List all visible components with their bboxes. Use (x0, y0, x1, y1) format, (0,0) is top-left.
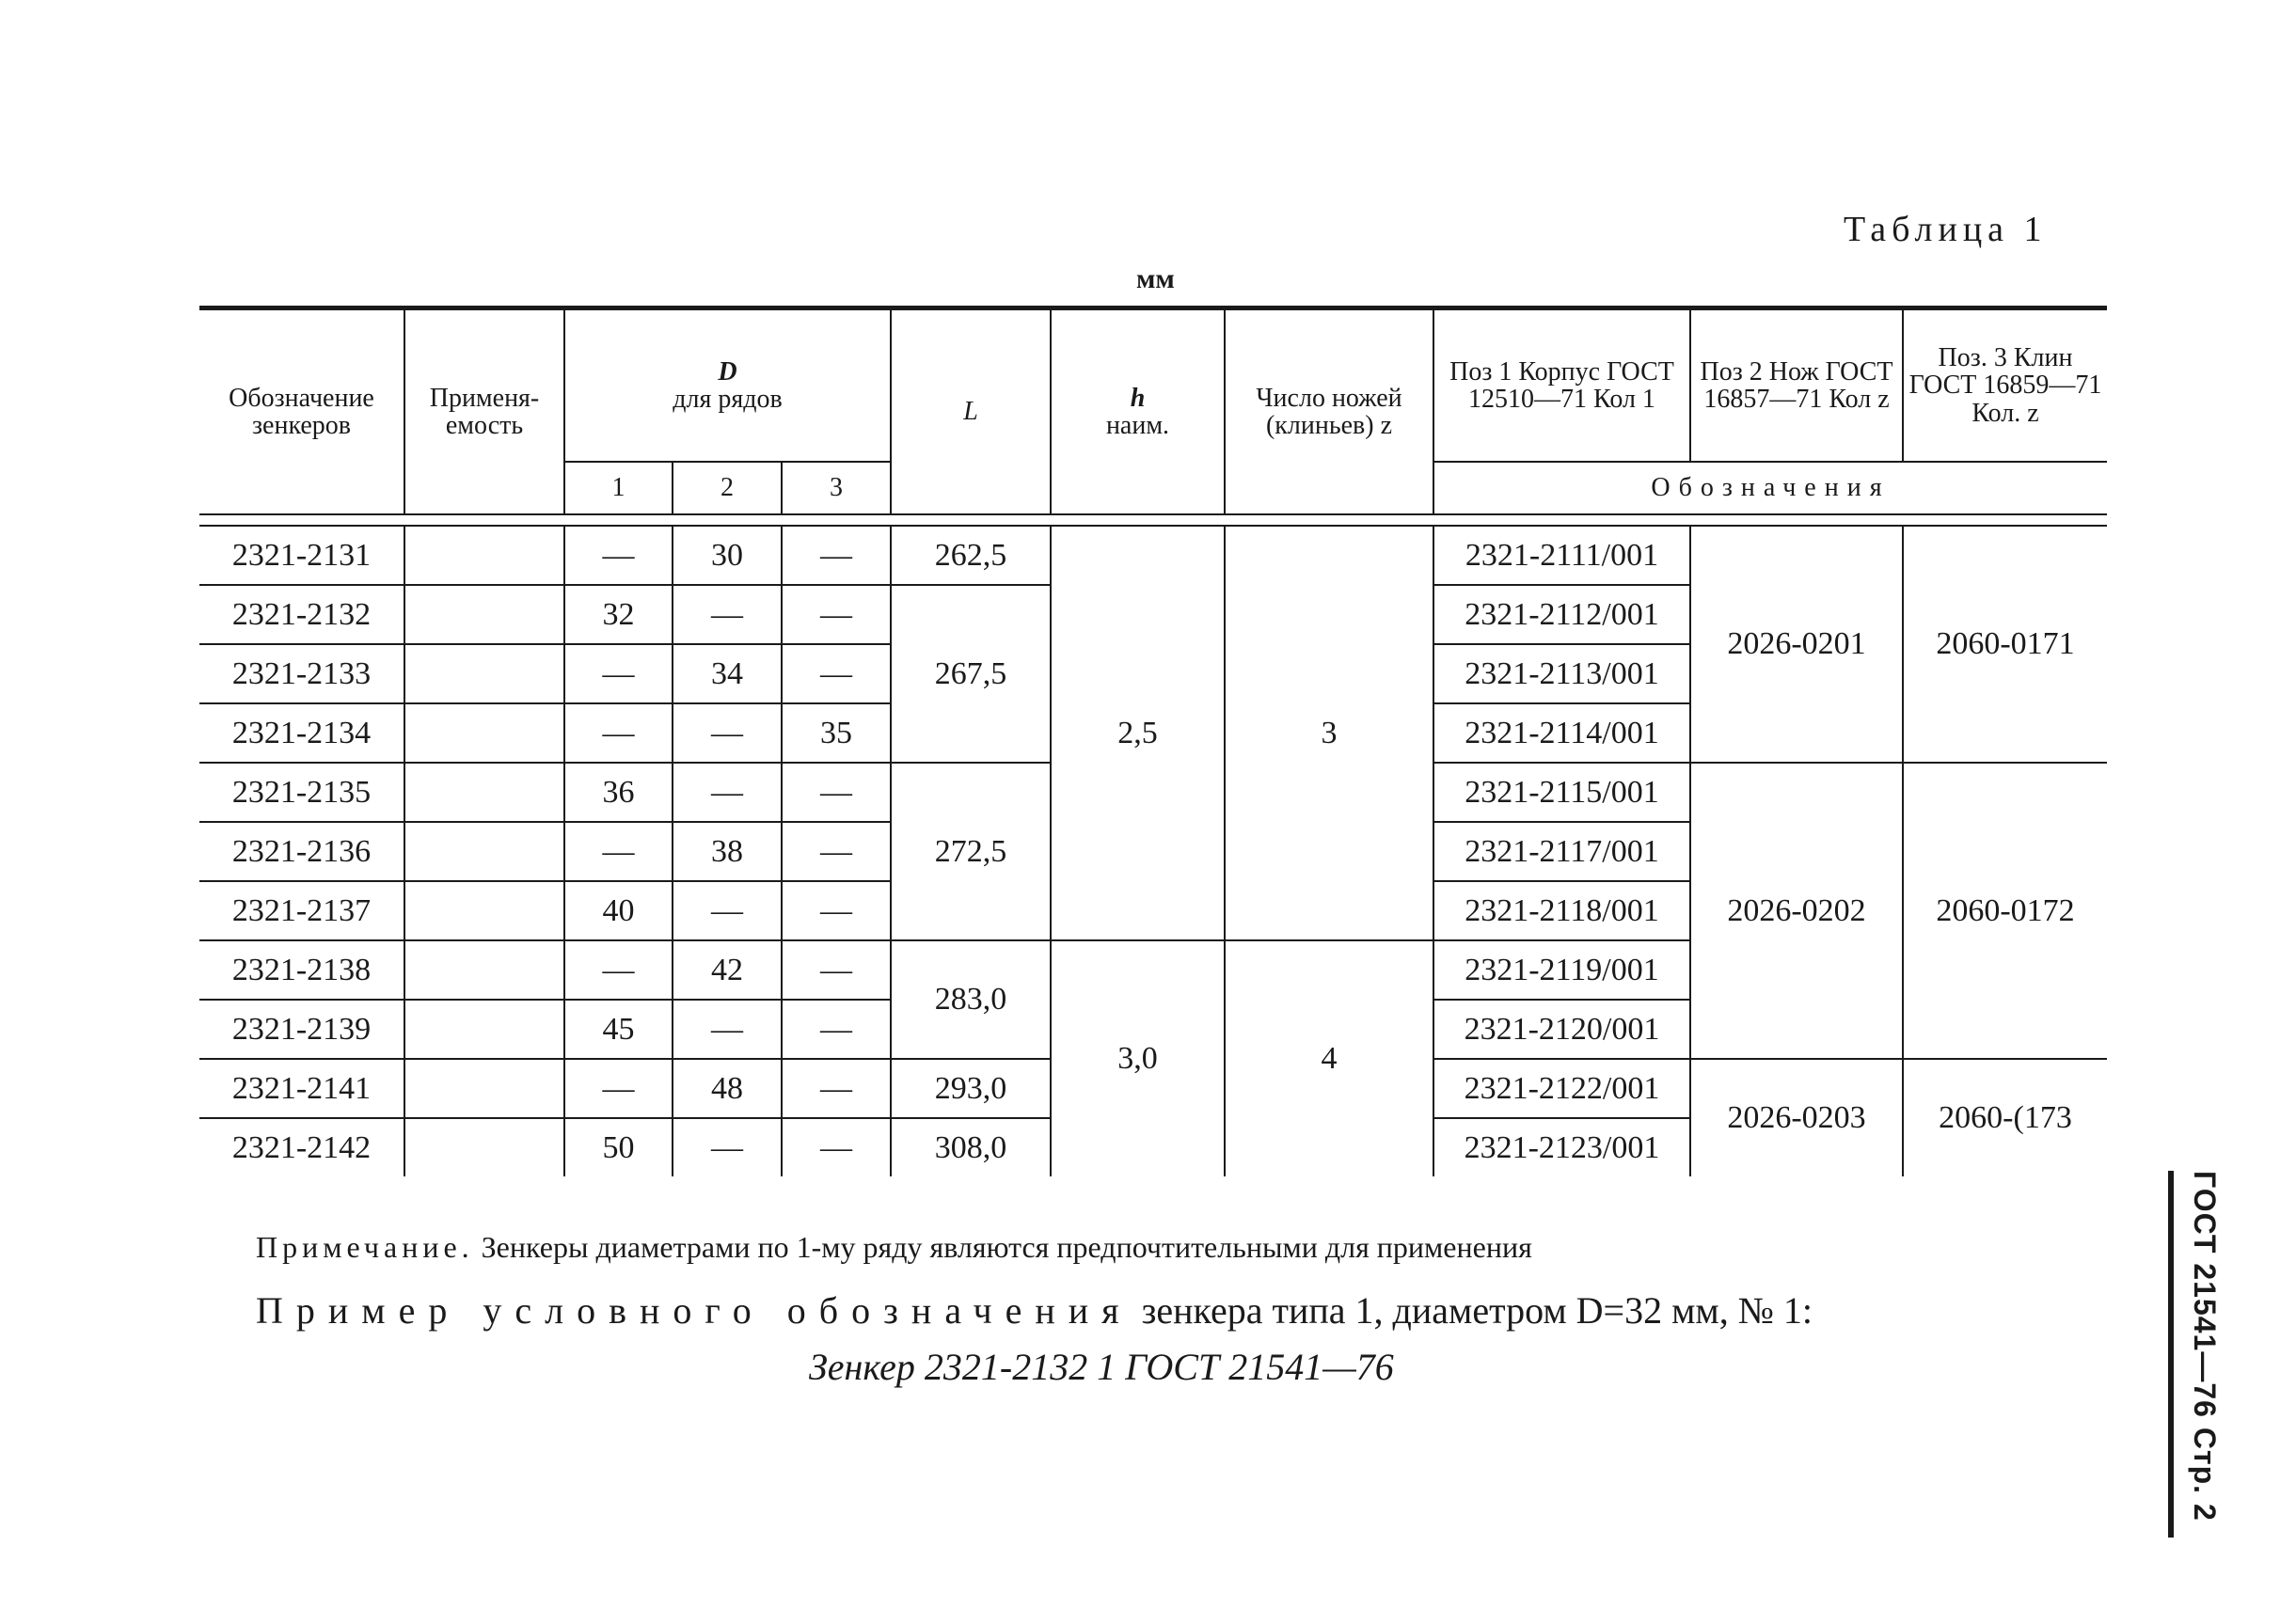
example-lead: Пример условного обозначения (256, 1289, 1132, 1332)
header-designation: Обозначение зенкеров (199, 308, 404, 515)
cell-d2: 30 (673, 526, 782, 585)
cell-designation: 2321-2133 (199, 644, 404, 703)
cell-d3: — (782, 585, 891, 644)
cell-d2: 34 (673, 644, 782, 703)
cell-d2: 38 (673, 822, 782, 881)
cell-body: 2321-2119/001 (1433, 940, 1690, 1000)
cell-applicability (404, 526, 564, 585)
header-d-sub-2: 2 (673, 462, 782, 514)
cell-designation: 2321-2135 (199, 763, 404, 822)
cell-body: 2321-2117/001 (1433, 822, 1690, 881)
cell-d1: 45 (564, 1000, 673, 1059)
cell-d2: — (673, 1000, 782, 1059)
header-L: L (891, 308, 1051, 515)
cell-blades: 3 (1225, 526, 1433, 940)
cell-applicability (404, 940, 564, 1000)
cell-applicability (404, 881, 564, 940)
cell-d2: 48 (673, 1059, 782, 1118)
cell-d2: 42 (673, 940, 782, 1000)
cell-body: 2321-2118/001 (1433, 881, 1690, 940)
cell-wedge: 2060-0171 (1903, 526, 2107, 763)
cell-d1: 36 (564, 763, 673, 822)
cell-d1: — (564, 940, 673, 1000)
header-pos3: Поз. 3 Клин ГОСТ 16859—71 Кол. z (1903, 308, 2107, 463)
cell-body: 2321-2112/001 (1433, 585, 1690, 644)
cell-d3: — (782, 940, 891, 1000)
cell-wedge: 2060-0172 (1903, 763, 2107, 1059)
cell-d3: — (782, 822, 891, 881)
cell-knife: 2026-0202 (1690, 763, 1903, 1059)
cell-body: 2321-2115/001 (1433, 763, 1690, 822)
cell-designation: 2321-2138 (199, 940, 404, 1000)
header-oboznacheniya: Обозначения (1433, 462, 2107, 514)
cell-body: 2321-2122/001 (1433, 1059, 1690, 1118)
cell-designation: 2321-2134 (199, 703, 404, 763)
note-text: Зенкеры диаметрами по 1-му ряду являются предпочтительными для применения (481, 1230, 1532, 1264)
cell-d1: 40 (564, 881, 673, 940)
cell-applicability (404, 822, 564, 881)
header-d (564, 308, 891, 463)
cell-d3: — (782, 1000, 891, 1059)
cell-applicability (404, 585, 564, 644)
cell-L: 293,0 (891, 1059, 1051, 1118)
side-label-text: ГОСТ 21541—76 Стр. 2 (2188, 1171, 2222, 1522)
cell-L: 283,0 (891, 940, 1051, 1059)
header-pos2: Поз 2 Нож ГОСТ 16857—71 Кол z (1690, 308, 1903, 463)
cell-d2: — (673, 763, 782, 822)
cell-d2: — (673, 881, 782, 940)
side-page-label (2168, 1171, 2230, 1538)
cell-applicability (404, 1059, 564, 1118)
header-h-note: наим. (1105, 411, 1170, 440)
header-pos1: Поз 1 Корпус ГОСТ 12510—71 Кол 1 (1433, 308, 1690, 463)
cell-applicability (404, 1000, 564, 1059)
cell-body: 2321-2123/001 (1433, 1118, 1690, 1176)
cell-designation: 2321-2136 (199, 822, 404, 881)
table-row (199, 526, 2107, 585)
cell-d1: — (564, 644, 673, 703)
header-blades: Число ножей (клиньев) z (1225, 308, 1433, 515)
cell-body: 2321-2113/001 (1433, 644, 1690, 703)
cell-d3: — (782, 1118, 891, 1176)
cell-d3: — (782, 1059, 891, 1118)
header-d-sub-3: 3 (782, 462, 891, 514)
cell-knife: 2026-0203 (1690, 1059, 1903, 1176)
cell-L: 262,5 (891, 526, 1051, 585)
cell-L: 267,5 (891, 585, 1051, 763)
cell-d1: — (564, 703, 673, 763)
cell-d1: — (564, 822, 673, 881)
cell-designation: 2321-2137 (199, 881, 404, 940)
table-note (256, 1230, 1532, 1265)
cell-d1: 50 (564, 1118, 673, 1176)
cell-designation: 2321-2142 (231, 1129, 372, 1165)
cell-L: 272,5 (891, 763, 1051, 940)
cell-applicability (404, 763, 564, 822)
cell-h: 2,5 (1051, 526, 1225, 940)
header-d-sub-1: 1 (564, 462, 673, 514)
spec-table (199, 306, 2107, 1176)
cell-blades: 4 (1225, 940, 1433, 1176)
header-h (1051, 308, 1225, 515)
units-label: мм (1136, 263, 1175, 294)
cell-designation: 2321-2132 (199, 585, 404, 644)
cell-applicability (404, 644, 564, 703)
header-applicability: Применя-емость (404, 308, 564, 515)
example-line (256, 1288, 1813, 1333)
table-title: Таблица 1 (1844, 210, 2048, 249)
cell-designation: 2321-2141 (199, 1059, 404, 1118)
example-text: зенкера типа 1, диаметром D=32 мм, № 1: (1141, 1289, 1813, 1332)
cell-h: 3,0 (1051, 940, 1225, 1176)
cell-wedge: 2060-(173 (1903, 1059, 2107, 1176)
header-d-rows: для рядов (673, 385, 783, 414)
cell-d3: — (782, 526, 891, 585)
cell-d3: — (782, 881, 891, 940)
cell-body: 2321-2120/001 (1433, 1000, 1690, 1059)
cell-d1: — (564, 526, 673, 585)
cell-L: 308,0 (891, 1118, 1051, 1176)
example-designation: Зенкер 2321-2132 1 ГОСТ 21541—76 (809, 1346, 1394, 1388)
cell-designation: 2321-2139 (199, 1000, 404, 1059)
header-h-symbol: h (1130, 383, 1146, 413)
cell-d2: — (673, 1118, 782, 1176)
cell-d3: — (782, 644, 891, 703)
header-double-rule (199, 514, 2107, 526)
cell-knife: 2026-0201 (1690, 526, 1903, 763)
cell-applicability (404, 703, 564, 763)
cell-d2: — (673, 703, 782, 763)
cell-d3: 35 (782, 703, 891, 763)
header-d-symbol: D (718, 356, 737, 386)
cell-body: 2321-2114/001 (1433, 703, 1690, 763)
note-lead: Примечание. (256, 1230, 474, 1264)
cell-d2: — (673, 585, 782, 644)
cell-d3: — (782, 763, 891, 822)
cell-body: 2321-2111/001 (1433, 526, 1690, 585)
cell-applicability (404, 1118, 564, 1176)
cell-d1: 32 (564, 585, 673, 644)
cell-designation: 2321-2131 (199, 526, 404, 585)
cell-d1: — (564, 1059, 673, 1118)
